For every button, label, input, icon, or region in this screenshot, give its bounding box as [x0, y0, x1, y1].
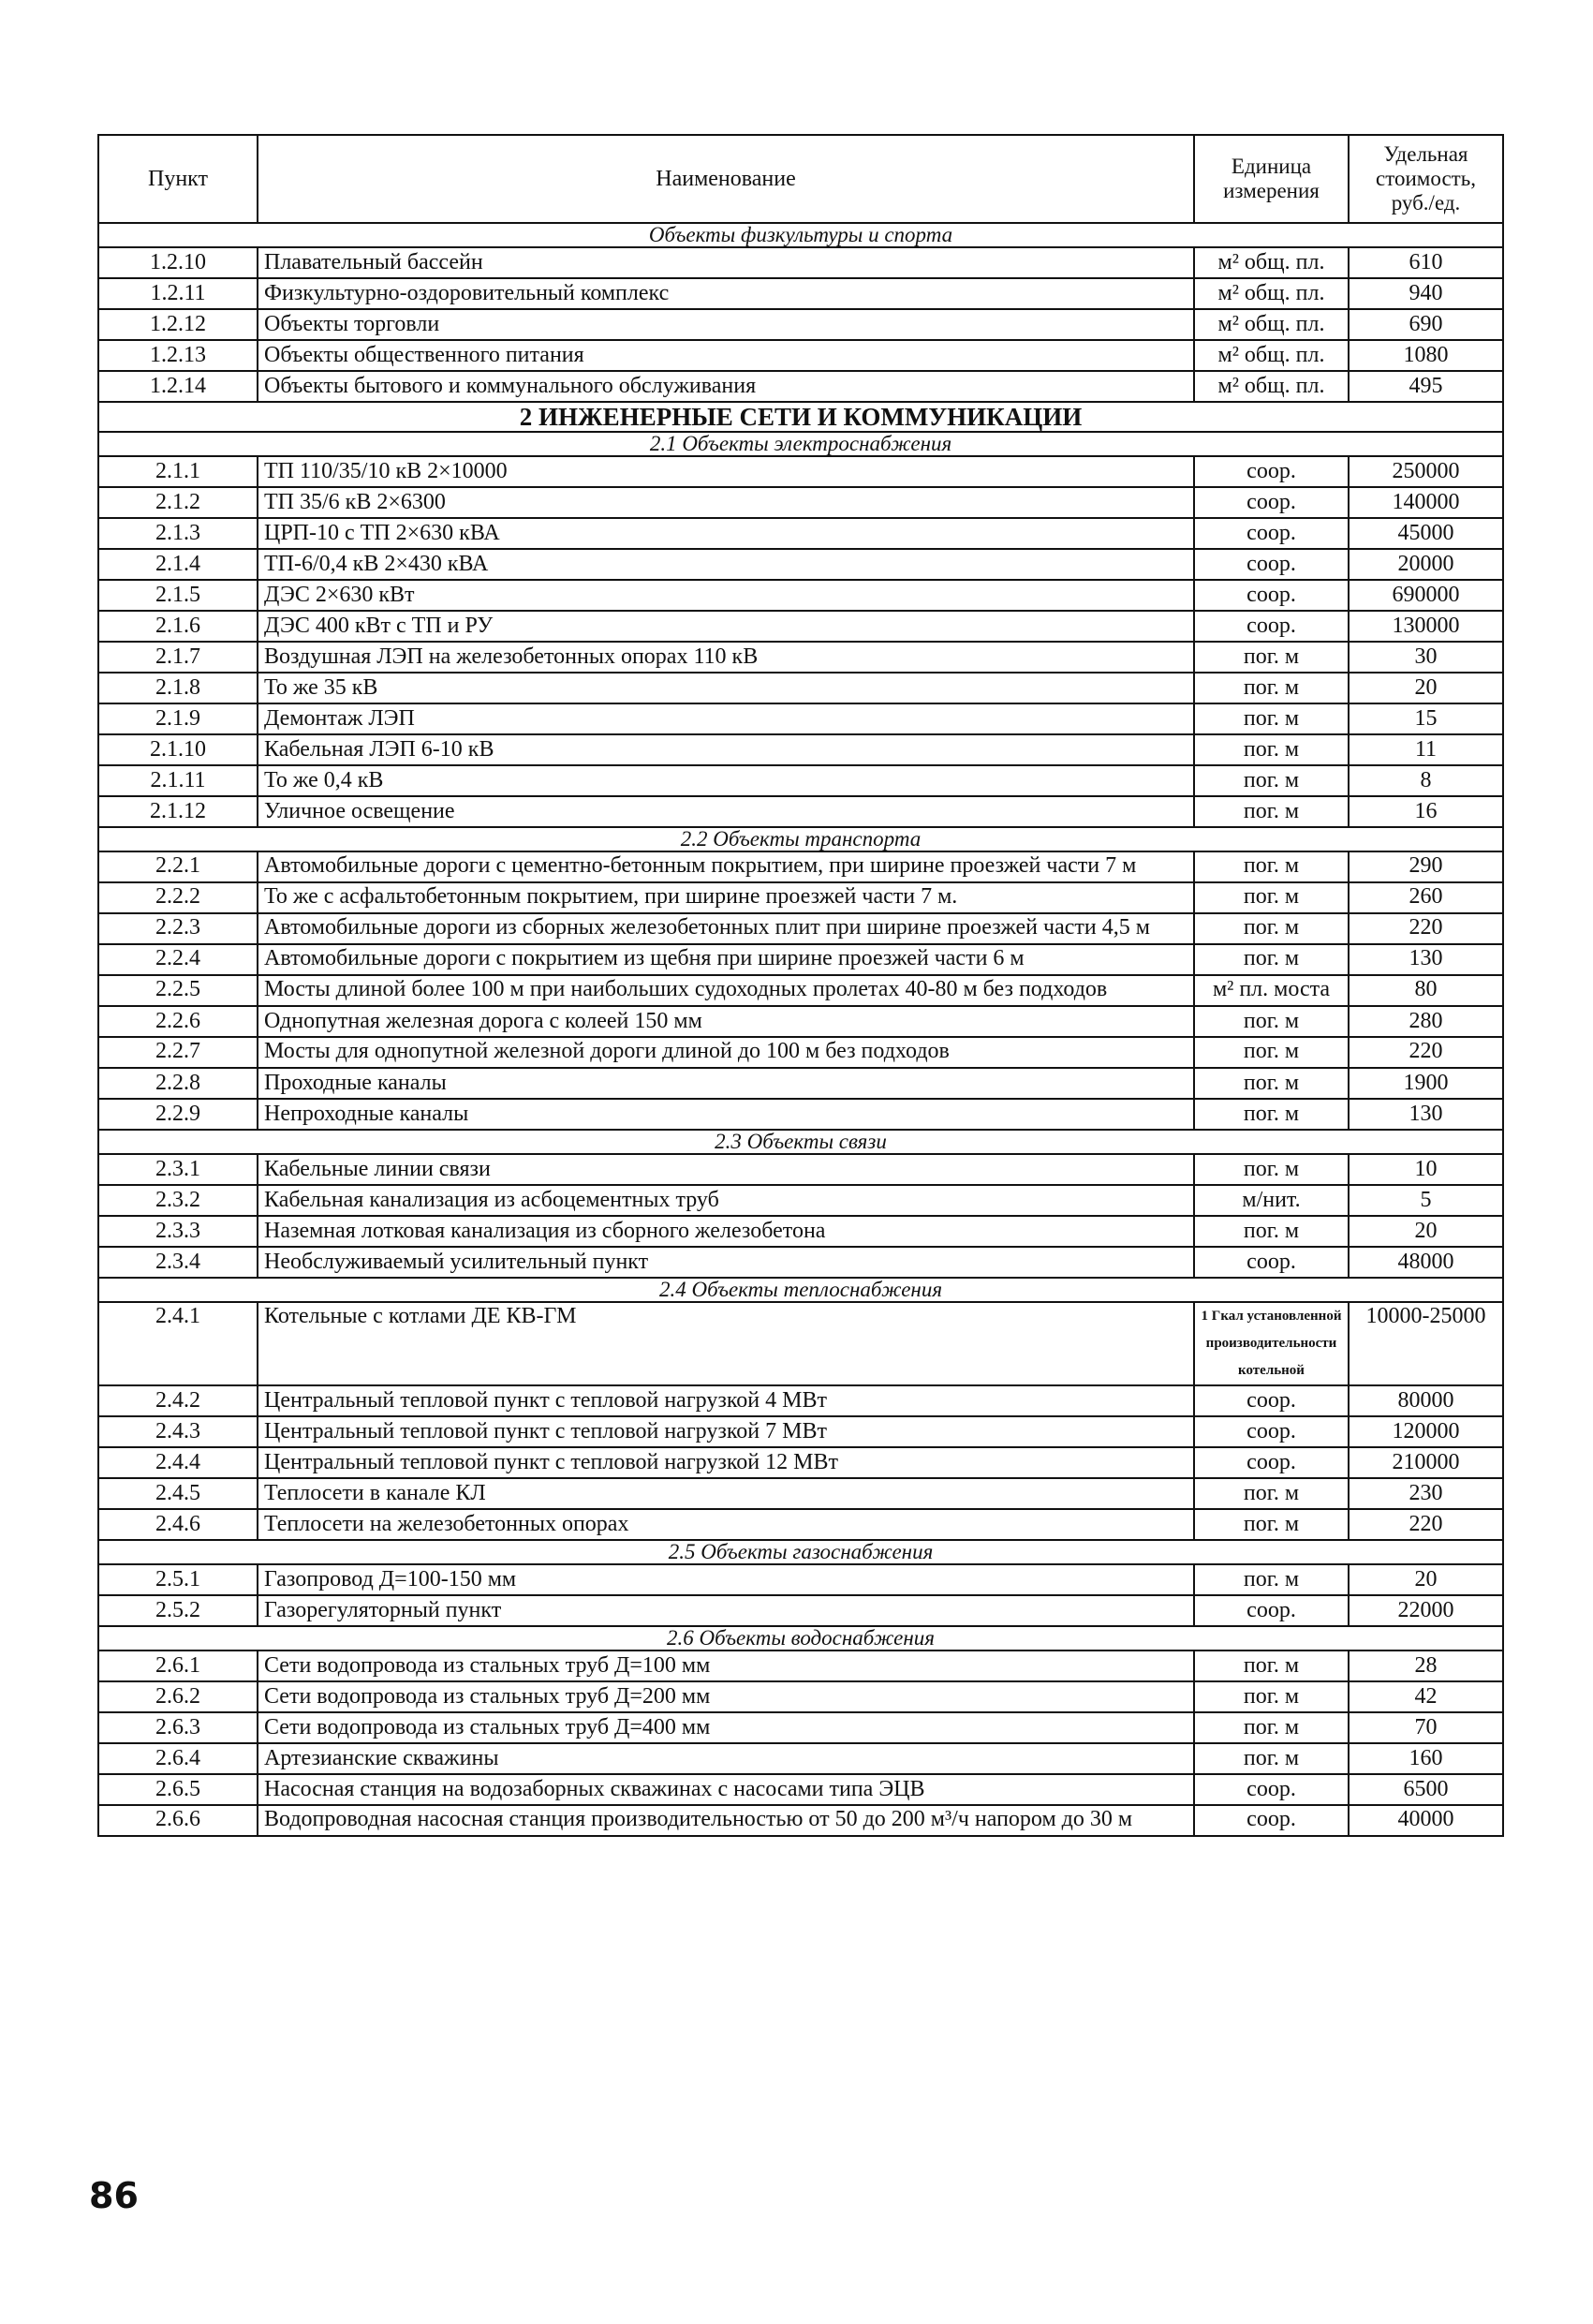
row-code: 2.5.2 — [98, 1595, 258, 1626]
row-code: 2.1.5 — [98, 580, 258, 611]
row-price: 11 — [1349, 734, 1503, 765]
row-name: Мосты для однопутной железной дороги длиной до 100 м без подходов — [258, 1037, 1194, 1068]
row-unit: соор. — [1194, 487, 1349, 518]
row-unit: пог. м — [1194, 765, 1349, 796]
row-code: 2.6.1 — [98, 1650, 258, 1681]
row-name: Наземная лотковая канализация из сборного железобетона — [258, 1216, 1194, 1247]
row-name: Водопроводная насосная станция производительностью от 50 до 200 м³/ч напором до 30 м — [258, 1805, 1194, 1836]
table-row — [98, 549, 1503, 580]
row-name: Автомобильные дороги из сборных железобетонных плит при ширине проезжей части 4,5 м — [258, 913, 1194, 944]
row-price: 940 — [1349, 278, 1503, 309]
row-price: 130 — [1349, 1099, 1503, 1130]
row-code: 2.1.3 — [98, 518, 258, 549]
row-unit: пог. м — [1194, 642, 1349, 673]
row-price: 70 — [1349, 1712, 1503, 1743]
row-unit: м² общ. пл. — [1194, 278, 1349, 309]
row-code: 2.4.3 — [98, 1416, 258, 1447]
header-code: Пункт — [98, 135, 258, 223]
table-row — [98, 247, 1503, 278]
table-body — [98, 223, 1503, 1836]
row-unit: м/нит. — [1194, 1185, 1349, 1216]
row-code: 2.5.1 — [98, 1564, 258, 1595]
table-row — [98, 518, 1503, 549]
major-section-heading — [98, 402, 1503, 432]
row-price: 15 — [1349, 703, 1503, 734]
row-name: Насосная станция на водозаборных скважинах с насосами типа ЭЦВ — [258, 1774, 1194, 1805]
section-heading — [98, 1278, 1503, 1302]
section-title: 2.5 Объекты газоснабжения — [98, 1540, 1503, 1564]
row-name: Газорегуляторный пункт — [258, 1595, 1194, 1626]
row-price: 250000 — [1349, 456, 1503, 487]
row-name: ДЭС 2×630 кВт — [258, 580, 1194, 611]
row-code: 2.2.4 — [98, 944, 258, 975]
table-row — [98, 1805, 1503, 1836]
row-name: Объекты бытового и коммунального обслуживания — [258, 371, 1194, 402]
section-title: Объекты физкультуры и спорта — [98, 223, 1503, 247]
table-row — [98, 913, 1503, 944]
row-price: 20 — [1349, 1216, 1503, 1247]
row-code: 2.3.1 — [98, 1154, 258, 1185]
section-heading — [98, 1540, 1503, 1564]
row-code: 2.1.8 — [98, 673, 258, 703]
row-code: 2.3.2 — [98, 1185, 258, 1216]
row-price: 610 — [1349, 247, 1503, 278]
row-name: То же с асфальтобетонным покрытием, при ширине проезжей части 7 м. — [258, 882, 1194, 913]
row-unit: пог. м — [1194, 1650, 1349, 1681]
row-unit: пог. м — [1194, 1037, 1349, 1068]
row-price: 1080 — [1349, 340, 1503, 371]
row-unit: пог. м — [1194, 851, 1349, 882]
row-name: Сети водопровода из стальных труб Д=100 мм — [258, 1650, 1194, 1681]
table-row — [98, 1416, 1503, 1447]
row-name: Непроходные каналы — [258, 1099, 1194, 1130]
row-unit: 1 Гкал установленной производительности котельной — [1194, 1302, 1349, 1385]
header-name: Наименование — [258, 135, 1194, 223]
table-row — [98, 975, 1503, 1006]
row-name: Мосты длиной более 100 м при наибольших судоходных пролетах 40-80 м без подходов — [258, 975, 1194, 1006]
row-name: Кабельные линии связи — [258, 1154, 1194, 1185]
row-code: 1.2.11 — [98, 278, 258, 309]
row-code: 2.1.10 — [98, 734, 258, 765]
table-row — [98, 1216, 1503, 1247]
row-unit: пог. м — [1194, 1154, 1349, 1185]
row-unit: пог. м — [1194, 944, 1349, 975]
row-unit: соор. — [1194, 1416, 1349, 1447]
row-price: 20 — [1349, 1564, 1503, 1595]
row-price: 495 — [1349, 371, 1503, 402]
row-code: 2.4.5 — [98, 1478, 258, 1509]
row-price: 16 — [1349, 796, 1503, 827]
row-price: 160 — [1349, 1743, 1503, 1774]
section-title: 2.3 Объекты связи — [98, 1130, 1503, 1154]
row-price: 130000 — [1349, 611, 1503, 642]
row-price: 20000 — [1349, 549, 1503, 580]
row-name: ДЭС 400 кВт с ТП и РУ — [258, 611, 1194, 642]
row-price: 220 — [1349, 1509, 1503, 1540]
row-unit: соор. — [1194, 580, 1349, 611]
header-unit: Единица измерения — [1194, 135, 1349, 223]
major-heading-text: 2 ИНЖЕНЕРНЫЕ СЕТИ И КОММУНИКАЦИИ — [98, 402, 1503, 432]
row-unit: пог. м — [1194, 1068, 1349, 1099]
row-unit: пог. м — [1194, 796, 1349, 827]
row-price: 80000 — [1349, 1385, 1503, 1416]
row-unit: соор. — [1194, 456, 1349, 487]
row-unit: пог. м — [1194, 1509, 1349, 1540]
row-name: Необслуживаемый усилительный пункт — [258, 1247, 1194, 1278]
row-price: 260 — [1349, 882, 1503, 913]
row-name: Проходные каналы — [258, 1068, 1194, 1099]
row-unit: пог. м — [1194, 1564, 1349, 1595]
table-row — [98, 1478, 1503, 1509]
row-unit: соор. — [1194, 549, 1349, 580]
row-code: 2.2.5 — [98, 975, 258, 1006]
section-heading — [98, 1130, 1503, 1154]
row-name: ТП-6/0,4 кВ 2×430 кВА — [258, 549, 1194, 580]
row-unit: м² общ. пл. — [1194, 371, 1349, 402]
row-price: 20 — [1349, 673, 1503, 703]
row-name: ТП 35/6 кВ 2×6300 — [258, 487, 1194, 518]
row-name: Автомобильные дороги с цементно-бетонным покрытием, при ширине проезжей части 7 м — [258, 851, 1194, 882]
row-name: Артезианские скважины — [258, 1743, 1194, 1774]
row-name: Демонтаж ЛЭП — [258, 703, 1194, 734]
row-name: Плавательный бассейн — [258, 247, 1194, 278]
table-header-row — [98, 135, 1503, 223]
row-price: 42 — [1349, 1681, 1503, 1712]
section-title: 2.2 Объекты транспорта — [98, 827, 1503, 851]
row-unit: пог. м — [1194, 703, 1349, 734]
row-code: 2.6.6 — [98, 1805, 258, 1836]
table-row — [98, 1385, 1503, 1416]
row-name: Сети водопровода из стальных труб Д=200 мм — [258, 1681, 1194, 1712]
row-code: 2.4.1 — [98, 1302, 258, 1385]
row-unit: м² общ. пл. — [1194, 247, 1349, 278]
table-row — [98, 1068, 1503, 1099]
row-price: 10 — [1349, 1154, 1503, 1185]
row-code: 2.1.4 — [98, 549, 258, 580]
table-row — [98, 487, 1503, 518]
table-row — [98, 944, 1503, 975]
row-code: 2.6.5 — [98, 1774, 258, 1805]
row-price: 140000 — [1349, 487, 1503, 518]
row-name: Центральный тепловой пункт с тепловой нагрузкой 7 МВт — [258, 1416, 1194, 1447]
table-row — [98, 1712, 1503, 1743]
row-code: 2.1.9 — [98, 703, 258, 734]
table-row — [98, 642, 1503, 673]
table-row — [98, 1447, 1503, 1478]
table-row — [98, 1154, 1503, 1185]
table-row — [98, 278, 1503, 309]
table-row — [98, 765, 1503, 796]
row-name: Котельные с котлами ДЕ КВ-ГМ — [258, 1302, 1194, 1385]
row-name: Объекты общественного питания — [258, 340, 1194, 371]
row-price: 28 — [1349, 1650, 1503, 1681]
row-code: 1.2.14 — [98, 371, 258, 402]
row-price: 22000 — [1349, 1595, 1503, 1626]
table-row — [98, 1185, 1503, 1216]
row-name: Воздушная ЛЭП на железобетонных опорах 110 кВ — [258, 642, 1194, 673]
row-unit: м² общ. пл. — [1194, 340, 1349, 371]
row-unit: пог. м — [1194, 1216, 1349, 1247]
table-row — [98, 580, 1503, 611]
row-name: То же 35 кВ — [258, 673, 1194, 703]
row-name: Центральный тепловой пункт с тепловой нагрузкой 4 МВт — [258, 1385, 1194, 1416]
table-row — [98, 882, 1503, 913]
row-name: Теплосети на железобетонных опорах — [258, 1509, 1194, 1540]
row-code: 2.1.6 — [98, 611, 258, 642]
row-unit: соор. — [1194, 1385, 1349, 1416]
row-code: 2.1.12 — [98, 796, 258, 827]
row-code: 2.4.6 — [98, 1509, 258, 1540]
table-row — [98, 1037, 1503, 1068]
row-code: 1.2.13 — [98, 340, 258, 371]
table-row — [98, 703, 1503, 734]
row-code: 2.1.1 — [98, 456, 258, 487]
table-row — [98, 1743, 1503, 1774]
row-price: 230 — [1349, 1478, 1503, 1509]
row-unit: пог. м — [1194, 1712, 1349, 1743]
row-name: Уличное освещение — [258, 796, 1194, 827]
row-unit: соор. — [1194, 1774, 1349, 1805]
table-row — [98, 1099, 1503, 1130]
row-unit: м² пл. моста — [1194, 975, 1349, 1006]
row-code: 2.6.4 — [98, 1743, 258, 1774]
table-row — [98, 456, 1503, 487]
row-name: Кабельная ЛЭП 6-10 кВ — [258, 734, 1194, 765]
row-price: 30 — [1349, 642, 1503, 673]
page-number: 86 — [89, 2175, 139, 2216]
table-row — [98, 1302, 1503, 1385]
table-row — [98, 851, 1503, 882]
section-heading — [98, 1626, 1503, 1650]
section-heading — [98, 223, 1503, 247]
table-row — [98, 1247, 1503, 1278]
row-code: 2.2.6 — [98, 1006, 258, 1037]
row-price: 45000 — [1349, 518, 1503, 549]
row-price: 120000 — [1349, 1416, 1503, 1447]
row-price: 690 — [1349, 309, 1503, 340]
row-name: Однопутная железная дорога с колеей 150 мм — [258, 1006, 1194, 1037]
unit-cost-table — [97, 134, 1504, 1837]
row-code: 2.3.4 — [98, 1247, 258, 1278]
row-code: 2.6.2 — [98, 1681, 258, 1712]
row-code: 2.1.2 — [98, 487, 258, 518]
table-row — [98, 1774, 1503, 1805]
row-name: Центральный тепловой пункт с тепловой нагрузкой 12 МВт — [258, 1447, 1194, 1478]
row-name: Автомобильные дороги с покрытием из щебня при ширине проезжей части 6 м — [258, 944, 1194, 975]
row-unit: пог. м — [1194, 734, 1349, 765]
row-name: Сети водопровода из стальных труб Д=400 мм — [258, 1712, 1194, 1743]
row-code: 2.1.11 — [98, 765, 258, 796]
table-row — [98, 340, 1503, 371]
row-price: 5 — [1349, 1185, 1503, 1216]
row-code: 2.2.3 — [98, 913, 258, 944]
row-name: ТП 110/35/10 кВ 2×10000 — [258, 456, 1194, 487]
table-row — [98, 371, 1503, 402]
row-code: 2.2.9 — [98, 1099, 258, 1130]
row-unit: соор. — [1194, 518, 1349, 549]
row-name: Газопровод Д=100-150 мм — [258, 1564, 1194, 1595]
row-price: 48000 — [1349, 1247, 1503, 1278]
table-row — [98, 1681, 1503, 1712]
table-row — [98, 309, 1503, 340]
table-row — [98, 1006, 1503, 1037]
section-heading — [98, 827, 1503, 851]
header-price: Удельная стоимость, руб./ед. — [1349, 135, 1503, 223]
row-price: 10000-25000 — [1349, 1302, 1503, 1385]
row-code: 2.2.7 — [98, 1037, 258, 1068]
row-price: 280 — [1349, 1006, 1503, 1037]
row-name: Физкультурно-оздоровительный комплекс — [258, 278, 1194, 309]
row-name: Кабельная канализация из асбоцементных труб — [258, 1185, 1194, 1216]
row-unit: пог. м — [1194, 1478, 1349, 1509]
row-price: 220 — [1349, 913, 1503, 944]
row-code: 2.6.3 — [98, 1712, 258, 1743]
row-price: 1900 — [1349, 1068, 1503, 1099]
row-price: 690000 — [1349, 580, 1503, 611]
row-unit: пог. м — [1194, 882, 1349, 913]
table-row — [98, 1595, 1503, 1626]
row-unit: соор. — [1194, 611, 1349, 642]
table-row — [98, 611, 1503, 642]
row-unit: пог. м — [1194, 1006, 1349, 1037]
section-heading — [98, 432, 1503, 456]
table-row — [98, 1650, 1503, 1681]
table-row — [98, 673, 1503, 703]
row-unit: пог. м — [1194, 673, 1349, 703]
row-price: 6500 — [1349, 1774, 1503, 1805]
section-title: 2.6 Объекты водоснабжения — [98, 1626, 1503, 1650]
row-price: 40000 — [1349, 1805, 1503, 1836]
row-price: 210000 — [1349, 1447, 1503, 1478]
row-code: 2.2.8 — [98, 1068, 258, 1099]
row-name: Теплосети в канале КЛ — [258, 1478, 1194, 1509]
table-row — [98, 1564, 1503, 1595]
section-title: 2.4 Объекты теплоснабжения — [98, 1278, 1503, 1302]
row-unit: соор. — [1194, 1247, 1349, 1278]
section-title: 2.1 Объекты электроснабжения — [98, 432, 1503, 456]
price-table-sheet — [97, 134, 1502, 1837]
row-price: 290 — [1349, 851, 1503, 882]
row-unit: соор. — [1194, 1447, 1349, 1478]
row-price: 130 — [1349, 944, 1503, 975]
row-name: То же 0,4 кВ — [258, 765, 1194, 796]
row-code: 1.2.10 — [98, 247, 258, 278]
row-code: 2.2.2 — [98, 882, 258, 913]
table-row — [98, 796, 1503, 827]
row-unit: пог. м — [1194, 1099, 1349, 1130]
row-price: 8 — [1349, 765, 1503, 796]
row-unit: соор. — [1194, 1805, 1349, 1836]
table-row — [98, 1509, 1503, 1540]
row-price: 80 — [1349, 975, 1503, 1006]
row-unit: пог. м — [1194, 913, 1349, 944]
row-unit: соор. — [1194, 1595, 1349, 1626]
row-name: Объекты торговли — [258, 309, 1194, 340]
row-code: 2.4.4 — [98, 1447, 258, 1478]
row-unit: м² общ. пл. — [1194, 309, 1349, 340]
row-code: 2.3.3 — [98, 1216, 258, 1247]
row-price: 220 — [1349, 1037, 1503, 1068]
row-code: 2.4.2 — [98, 1385, 258, 1416]
row-code: 2.2.1 — [98, 851, 258, 882]
row-code: 2.1.7 — [98, 642, 258, 673]
row-unit: пог. м — [1194, 1743, 1349, 1774]
row-unit: пог. м — [1194, 1681, 1349, 1712]
table-row — [98, 734, 1503, 765]
row-code: 1.2.12 — [98, 309, 258, 340]
row-name: ЦРП-10 с ТП 2×630 кВА — [258, 518, 1194, 549]
